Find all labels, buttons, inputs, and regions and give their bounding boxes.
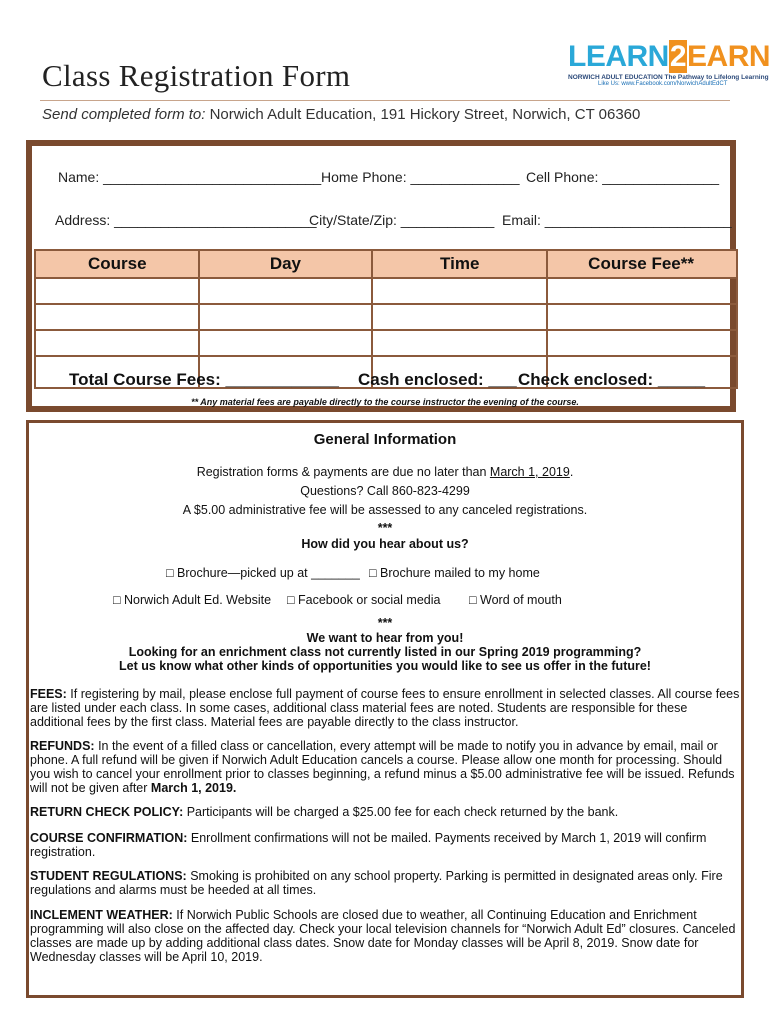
cell-phone-field[interactable]: Cell Phone: _______________ — [526, 169, 720, 185]
check-enclosed[interactable]: Check enclosed: _____ — [518, 370, 706, 389]
time-cell[interactable] — [372, 304, 547, 330]
refunds-policy: REFUNDS: In the event of a filled class or cancellation, every attempt will be made to notify you in advance by email, mail or phone. A full refund will be given if Norwich Adult Education cancels a course. Please allow one month for processing. Should you wish to cancel your enrollment prior to classes beginning, a refund minus a $5.00 administrative fee will be issued. Refunds will not be given after March 1, 2019. — [30, 739, 735, 795]
want-to-hear-line: We want to hear from you! — [306, 631, 464, 645]
course-cell[interactable] — [35, 330, 199, 356]
course-table — [34, 249, 738, 389]
email-field[interactable]: Email: ________________________ — [502, 212, 732, 228]
table-row — [35, 304, 737, 330]
hear-about-heading: How did you hear about us? — [301, 537, 469, 551]
day-cell[interactable] — [199, 330, 372, 356]
option-brochure-mailed[interactable]: □ Brochure mailed to my home — [369, 566, 540, 580]
questions-line: Questions? Call 860-823-4299 — [300, 484, 470, 498]
learn2earn-logo — [568, 40, 770, 96]
send-to-line: Send completed form to: Norwich Adult Education, 191 Hickory Street, Norwich, CT 06360 — [42, 106, 641, 123]
fee-cell[interactable] — [547, 278, 737, 304]
table-row — [35, 330, 737, 356]
separator: *** — [377, 521, 393, 535]
table-row — [35, 278, 737, 304]
inclement-weather-policy: INCLEMENT WEATHER: If Norwich Public Schools are closed due to weather, all Continuing Education and Enrichment programming will also close on the affected day. Check your local television channels for “Norwich Adult Ed” closures. Canceled classes are made up by adding additional class dates. Snow date for Monday classes will be April 8, 2019. Snow date for Wednesday classes will be April 10, 2019. — [30, 908, 736, 964]
page-title: Class Registration Form — [42, 58, 351, 93]
option-website[interactable]: □ Norwich Adult Ed. Website — [113, 593, 272, 607]
separator: *** — [377, 616, 393, 630]
name-field[interactable]: Name: ____________________________ — [58, 169, 322, 185]
header-day: Day — [199, 250, 372, 278]
total-course-fees[interactable]: Total Course Fees: ____________ — [69, 370, 339, 389]
fees-policy: FEES: If registering by mail, please enclose full payment of course fees to ensure enrollment in selected classes. All course fees are listed under each class. In some cases, additional class material fees are noted. Students are responsible for these additional fees by the first class. Material fees are payable directly to the class instructor. — [30, 687, 740, 729]
option-word-of-mouth[interactable]: □ Word of mouth — [469, 593, 562, 607]
course-cell[interactable] — [35, 304, 199, 330]
address-field[interactable]: Address: __________________________ — [55, 212, 317, 228]
logo-wordmark: LEARN2EARN — [568, 40, 770, 73]
course-cell[interactable] — [35, 278, 199, 304]
day-cell[interactable] — [199, 278, 372, 304]
time-cell[interactable] — [372, 330, 547, 356]
city-state-zip-field[interactable]: City/State/Zip: ____________ — [309, 212, 495, 228]
admin-fee-line: A $5.00 administrative fee will be assessed to any canceled registrations. — [182, 503, 588, 517]
fee-cell[interactable] — [547, 330, 737, 356]
cash-enclosed[interactable]: Cash enclosed: ___ — [358, 370, 517, 389]
material-fee-footnote: ** Any material fees are payable directly to the course instructor the evening of the course. — [191, 397, 579, 407]
option-facebook[interactable]: □ Facebook or social media — [287, 593, 441, 607]
fee-cell[interactable] — [547, 304, 737, 330]
time-cell[interactable] — [372, 278, 547, 304]
course-table-header — [35, 250, 737, 278]
header-time: Time — [372, 250, 547, 278]
course-confirmation-policy: COURSE CONFIRMATION: Enrollment confirmations will not be mailed. Payments received by March 1, 2019 will confirm registration. — [30, 831, 707, 859]
header-course: Course — [35, 250, 199, 278]
option-brochure-picked-up[interactable]: □ Brochure—picked up at _______ — [166, 566, 360, 580]
logo-tagline: NORWICH ADULT EDUCATION The Pathway to Lifelong Learning — [568, 74, 769, 81]
due-date-line: Registration forms & payments are due no later than March 1, 2019. — [196, 465, 574, 479]
home-phone-field[interactable]: Home Phone: ______________ — [321, 169, 520, 185]
header-course-fee: Course Fee** — [547, 250, 737, 278]
day-cell[interactable] — [199, 304, 372, 330]
title-divider — [40, 100, 730, 101]
return-check-policy: RETURN CHECK POLICY: Participants will be charged a $25.00 fee for each check returned by the bank. — [30, 805, 619, 819]
opportunities-line: Let us know what other kinds of opportunities you would like to see us offer in the future! — [119, 659, 651, 673]
logo-url: Like Us: www.Facebook.com/NorwichAdultEdCT — [598, 81, 728, 87]
enrichment-class-line: Looking for an enrichment class not currently listed in our Spring 2019 programming? — [128, 645, 642, 659]
general-info-title: General Information — [313, 431, 457, 448]
student-regulations-policy: STUDENT REGULATIONS: Smoking is prohibited on any school property. Parking is permitted in designated areas only. Fire regulations and alarms must be heeded at all times. — [30, 869, 723, 897]
